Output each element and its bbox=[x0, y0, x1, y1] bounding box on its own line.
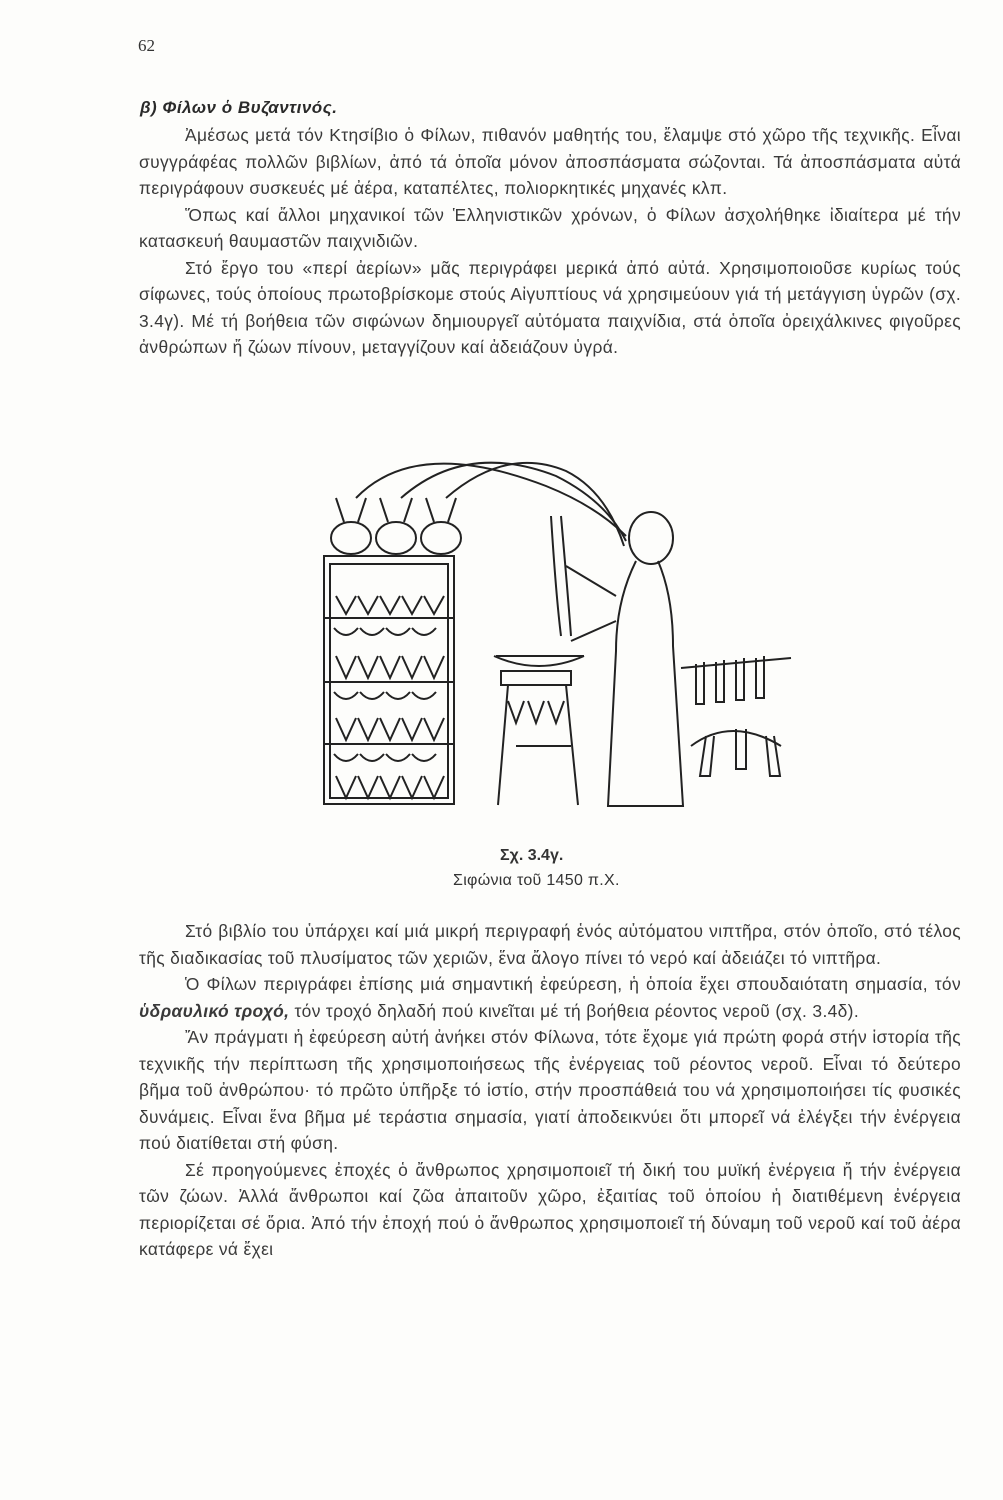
paragraph: Σέ προηγούμενες ἐποχές ὁ ἄνθρωπος χρησιμοποιεῖ τή δική του μυϊκή ἐνέργεια ἤ τήν ἐνέργεια τῶν ζώων. Ἀλλά ἄνθρωποι καί ζῶα ἀπαιτοῦν χῶρο, ἐξαιτίας τοῦ ὁποίου ἡ διατιθέμενη ἐνέργεια περιορίζεται σέ ὅρια. Ἀπό τήν ἐποχή πού ὁ ἄνθρωπος χρησιμοποιεῖ τή δύναμη τοῦ νεροῦ καί τοῦ ἀέρα κατάφερε νά ἔχει bbox=[139, 1159, 961, 1259]
paragraph: Ἄν πράγματι ἡ ἐφεύρεση αὐτή ἀνήκει στόν Φίλωνα, τότε ἔχομε γιά πρώτη φορά στήν ἱστορία τῆς τεχνικῆς τήν περίπτωση τῆς χρησιμοποιήσεως τῆς ἐνέργειας τοῦ ρέοντος νεροῦ. Εἶναι τό δεύτερο βῆμα τοῦ ἀνθρώπου· τό πρῶτο ὑπῆρξε τό ἱστίο, στήν προσπάθειά του νά χρησιμοποιήσει τίς φυσικές δυνάμεις. Εἶναι ἕνα βῆμα μέ τεράστια σημασία, γιατί ἀποδεικνύει ὅτι μπορεῖ νά ἐλέγξει τήν ἐνέργεια πού διατίθεται στή φύση. bbox=[139, 1027, 961, 1153]
paragraph: Στό βιβλίο του ὑπάρχει καί μιά μικρή περιγραφή ἑνός αὐτόματου νιπτῆρα, στόν ὁποῖο, στό τέλος τῆς διαδικασίας τοῦ πλυσίματος τῶν χεριῶν, ἕνα ἄλογο πίνει τό νερό καί ἀδειάζει τό νιπτῆρα. bbox=[139, 921, 961, 968]
emphasis-term: ὑδραυλικό τροχό, bbox=[139, 1000, 290, 1021]
paragraph-text: τόν τροχό δηλαδή πού κινεῖται μέ τή βοήθεια ρέοντος νεροῦ (σχ. 3.4δ). bbox=[289, 1000, 859, 1021]
paragraph: Ὅπως καί ἄλλοι μηχανικοί τῶν Ἑλληνιστικῶν χρόνων, ὁ Φίλων ἀσχολήθηκε ἰδιαίτερα μέ τήν κατασκευή θαυμαστῶν παιχνιδιῶν. bbox=[139, 204, 961, 251]
paragraph bbox=[139, 971, 961, 1024]
page-number: 62 bbox=[138, 36, 155, 55]
paragraph: Ἀμέσως μετά τόν Κτησίβιο ὁ Φίλων, πιθανόν μαθητής του, ἔλαμψε στό χῶρο τῆς τεχνικῆς. Εἶναι συγγράφέας πολλῶν βιβλίων, ἀπό τά ὁποῖα μόνον ἀποσπάσματα σώζονται. Τά ἀποσπάσματα αὐτά περιγράφουν συσκευές μέ ἀέρα, καταπέλτες, πολιορκητικές μηχανές κλπ. bbox=[139, 125, 961, 198]
section-heading: β) Φίλων ὁ Βυζαντινός. bbox=[140, 98, 338, 117]
paragraph: Στό ἔργο του «περί ἀερίων» μᾶς περιγράφει μερικά ἀπό αὐτά. Χρησιμοποιοῦσε κυρίως τούς σίφωνες, τούς ὁποίους πρωτοβρίσκομε στούς Αἰγυπτίους νά χρησιμεύουν γιά τή μετάγγιση ὑγρῶν (σχ. 3.4γ). Μέ τή βοήθεια τῶν σιφώνων δημιουργεῖ αὐτόματα παιχνίδια, στά ὁποῖα ὀρειχάλκινες φιγοῦρες ἀνθρώπων ἤ ζώων πίνουν, μεταγγίζουν καί ἀδειάζουν ὑγρά. bbox=[139, 257, 961, 357]
paragraph-text: Ὁ Φίλων περιγράφει ἐπίσης μιά σημαντική ἐφεύρεση, ἡ ὁποία ἔχει σπουδαιότατη σημασία, τόν bbox=[185, 974, 961, 994]
bottom-text-block bbox=[139, 918, 961, 1263]
figure-caption: Σιφώνια τοῦ 1450 π.Χ. bbox=[453, 872, 620, 889]
top-text-block bbox=[139, 122, 961, 361]
figure-label: Σχ. 3.4γ. bbox=[500, 847, 564, 864]
egyptian-siphon-illustration bbox=[296, 446, 796, 846]
